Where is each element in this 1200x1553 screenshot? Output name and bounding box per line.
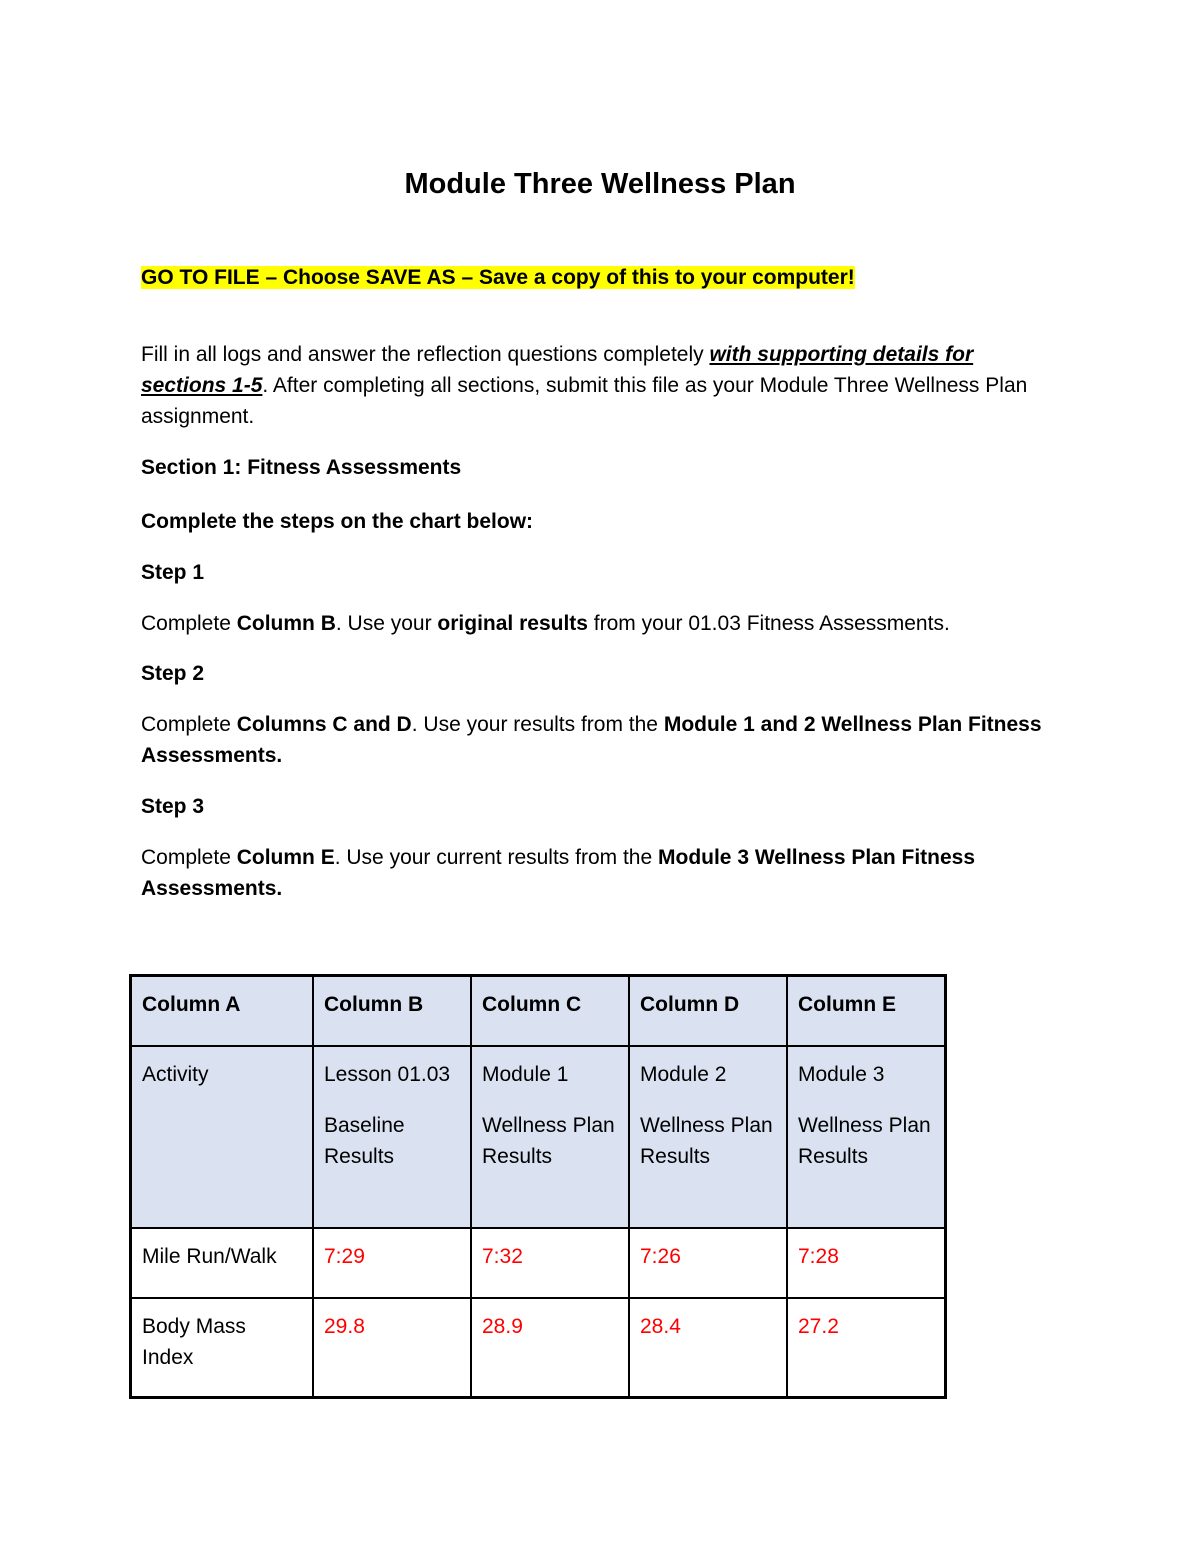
step-2-b2: Module 1 and 2 Wellness Plan Fitness Assessments.: [141, 713, 1042, 767]
activity-label: Activity: [142, 1063, 209, 1086]
step-3-label: Step 3: [141, 795, 205, 818]
step-2-text: [141, 709, 1061, 771]
step-3-b2: Module 3 Wellness Plan Fitness Assessments.: [141, 846, 976, 900]
section-1-heading: Section 1: Fitness Assessments: [141, 456, 462, 479]
activity-cell-b: [313, 1046, 471, 1228]
bmi-column-e: 27.2: [787, 1298, 946, 1398]
activity-c-line1: Module 1: [482, 1063, 569, 1086]
bmi-column-b: 29.8: [313, 1298, 471, 1398]
step-3-text: [141, 842, 1061, 904]
step-1-t2: . Use your: [335, 612, 438, 635]
header-column-d: Column D: [629, 976, 787, 1047]
header-column-a: Column A: [131, 976, 314, 1047]
header-column-c: Column C: [471, 976, 629, 1047]
mile-run-column-c: 7:32: [471, 1228, 629, 1298]
row-activity-mile-run: Mile Run/Walk: [131, 1228, 314, 1298]
save-instruction-highlight: GO TO FILE – Choose SAVE AS – Save a copy of this to your computer!: [141, 266, 855, 289]
step-1-text: [141, 608, 1061, 639]
table-header-row: [131, 976, 946, 1047]
step-2-b1: Columns C and D: [236, 713, 412, 736]
header-column-b: Column B: [313, 976, 471, 1047]
step-2-label: Step 2: [141, 662, 205, 685]
table-row: [131, 1228, 946, 1298]
row-activity-bmi: Body Mass Index: [131, 1298, 314, 1398]
activity-cell-e: [787, 1046, 946, 1228]
activity-d-line1: Module 2: [640, 1063, 727, 1086]
step-3-t1: Complete: [141, 846, 237, 869]
intro-text-2: . After completing all sections, submit this file as your Module Three Wellness Plan assignment.: [141, 374, 1028, 428]
intro-paragraph: [141, 339, 1061, 432]
step-2-t2: . Use your results from the: [411, 713, 664, 736]
step-1-t3: from your 01.03 Fitness Assessments.: [587, 612, 950, 635]
activity-b-line2: Baseline Results: [324, 1114, 405, 1168]
step-1-t1: Complete: [141, 612, 237, 635]
mile-run-column-e: 7:28: [787, 1228, 946, 1298]
step-1-label: Step 1: [141, 561, 205, 584]
step-1-b1: Column B: [236, 612, 336, 635]
step-3-t2: . Use your current results from the: [334, 846, 658, 869]
fitness-results-table: [129, 974, 947, 1399]
activity-b-line1: Lesson 01.03: [324, 1063, 451, 1086]
step-2-t1: Complete: [141, 713, 237, 736]
save-instruction: [141, 262, 1061, 293]
intro-text-1: Fill in all logs and answer the reflection questions completely: [141, 343, 710, 366]
activity-d-line2: Wellness Plan Results: [640, 1114, 773, 1168]
activity-e-line2: Wellness Plan Results: [798, 1114, 931, 1168]
activity-c-line2: Wellness Plan Results: [482, 1114, 615, 1168]
table-row: [131, 1298, 946, 1398]
mile-run-column-d: 7:26: [629, 1228, 787, 1298]
chart-instruction: Complete the steps on the chart below:: [141, 510, 534, 533]
activity-e-line1: Module 3: [798, 1063, 885, 1086]
table-activity-row: [131, 1046, 946, 1228]
activity-cell-d: [629, 1046, 787, 1228]
step-3-b1: Column E: [236, 846, 335, 869]
bmi-column-c: 28.9: [471, 1298, 629, 1398]
header-column-e: Column E: [787, 976, 946, 1047]
step-1-b2: original results: [437, 612, 588, 635]
activity-cell-a: [131, 1046, 314, 1228]
document-title: Module Three Wellness Plan: [404, 168, 796, 200]
intro-emphasis: with supporting details for sections 1-5: [141, 343, 974, 397]
mile-run-column-b: 7:29: [313, 1228, 471, 1298]
activity-cell-c: [471, 1046, 629, 1228]
bmi-column-d: 28.4: [629, 1298, 787, 1398]
